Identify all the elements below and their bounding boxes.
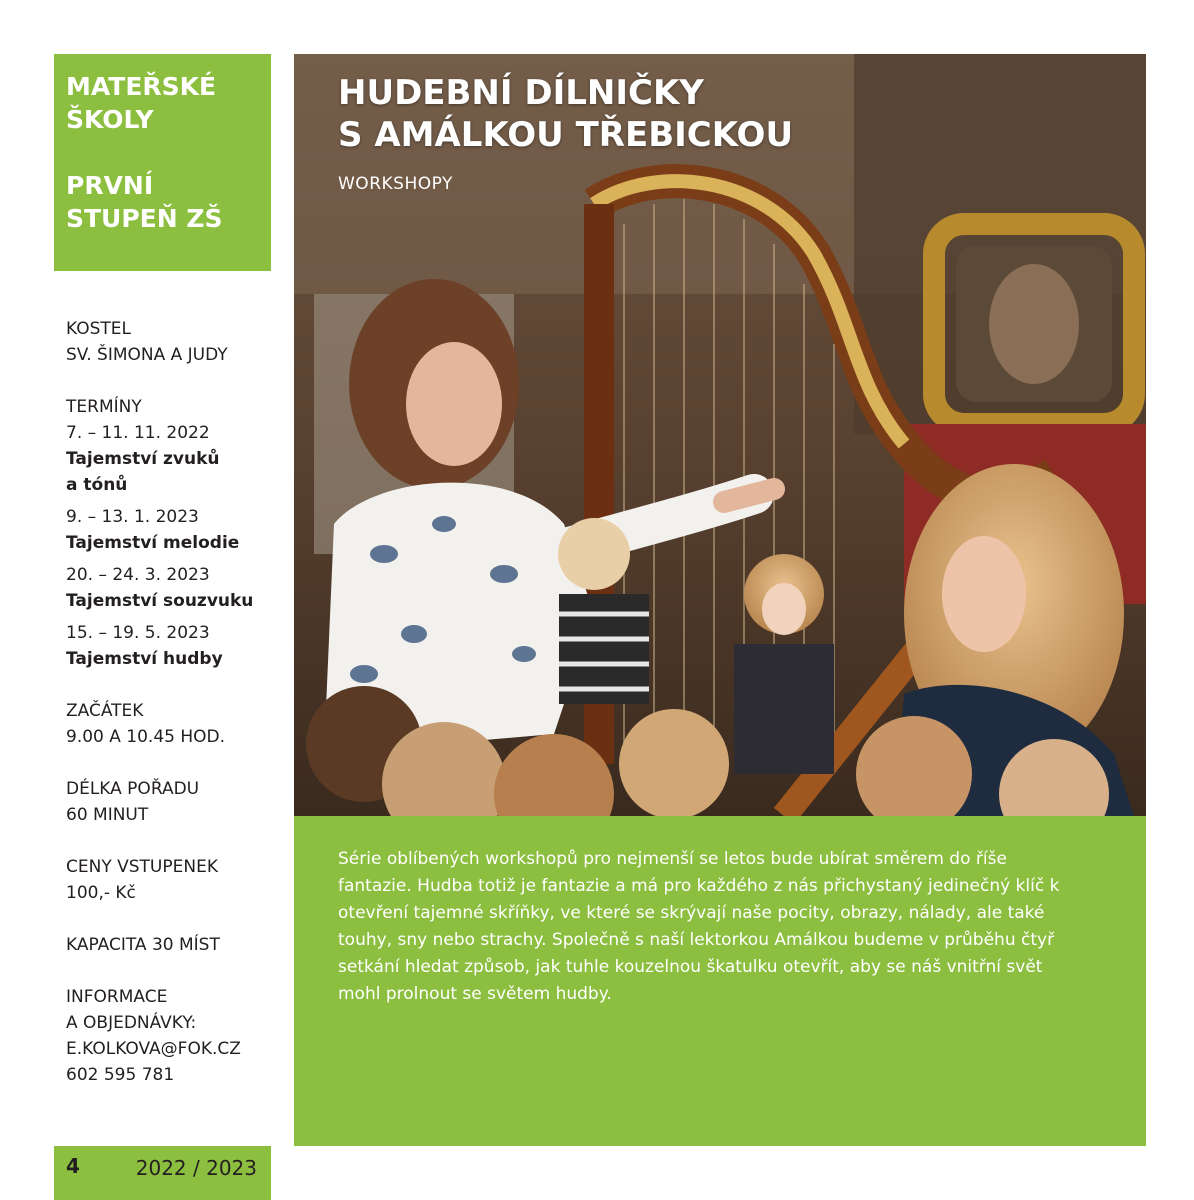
category-kindergarten: MATEŘSKÉ ŠKOLY (66, 72, 217, 134)
prices-value: 100,- Kč (66, 883, 136, 903)
term-title: Tajemství hudby (66, 649, 223, 669)
page-footer (54, 1146, 271, 1200)
event-subtitle: WORKSHOPY (338, 174, 453, 194)
ticket-prices (66, 854, 271, 906)
term-title: Tajemství melodie (66, 533, 240, 553)
category-primary-school: PRVNÍ STUPEŇ ZŠ (66, 171, 223, 233)
capacity (66, 932, 271, 958)
season-label: 2022 / 2023 (135, 1156, 257, 1180)
duration-label: DÉLKA POŘADU (66, 779, 200, 799)
start-label: ZAČÁTEK (66, 701, 144, 721)
page-number: 4 (66, 1154, 80, 1178)
contact-phone[interactable]: 602 595 781 (66, 1065, 175, 1085)
term-date: 20. – 24. 3. 2023 (66, 565, 210, 585)
contact (66, 984, 271, 1088)
harp-workshop-illustration (294, 54, 1146, 816)
contact-email[interactable]: E.KOLKOVA@FOK.CZ (66, 1039, 241, 1059)
event-photo (294, 54, 1146, 816)
term-date: 15. – 19. 5. 2023 (66, 623, 210, 643)
venue-line1: KOSTEL (66, 319, 131, 339)
event-info (66, 316, 271, 1114)
capacity-text: KAPACITA 30 MÍST (66, 935, 220, 955)
term-title: Tajemství zvuků a tónů (66, 449, 220, 495)
start-value: 9.00 A 10.45 HOD. (66, 727, 226, 747)
term-date: 9. – 13. 1. 2023 (66, 507, 199, 527)
venue (66, 316, 271, 368)
term-title: Tajemství souzvuku (66, 591, 254, 611)
term-date: 7. – 11. 11. 2022 (66, 423, 210, 443)
contact-line1: INFORMACE (66, 987, 168, 1007)
terms-label: TERMÍNY (66, 397, 142, 417)
prices-label: CENY VSTUPENEK (66, 857, 218, 877)
contact-line2: A OBJEDNÁVKY: (66, 1013, 197, 1033)
duration-value: 60 MINUT (66, 805, 149, 825)
event-title: HUDEBNÍ DÍLNIČKY S AMÁLKOU TŘEBICKOU (338, 73, 794, 155)
terms (66, 394, 271, 672)
category-box (54, 54, 271, 271)
venue-line2: SV. ŠIMONA A JUDY (66, 345, 228, 365)
start-time (66, 698, 271, 750)
event-description: Série oblíbených workshopů pro nejmenší se letos bude ubírat směrem do říše fantazie. Hudba totiž je fantazie a má pro každého z nás přichystaný jedinečný klíč k otevření tajemné skříňky, ve které se skrývají naše pocity, obrazy, nálady, ale také touhy, sny nebo strachy. Společně s naší lektorkou Amálkou budeme v průběhu čtyř setkání hledat způsob, jak tuhle kouzelnou škatulku otevřít, aby se náš vnitřní svět mohl prolnout se světem hudby. (338, 849, 1060, 1004)
description-box (294, 816, 1146, 1146)
duration (66, 776, 271, 828)
